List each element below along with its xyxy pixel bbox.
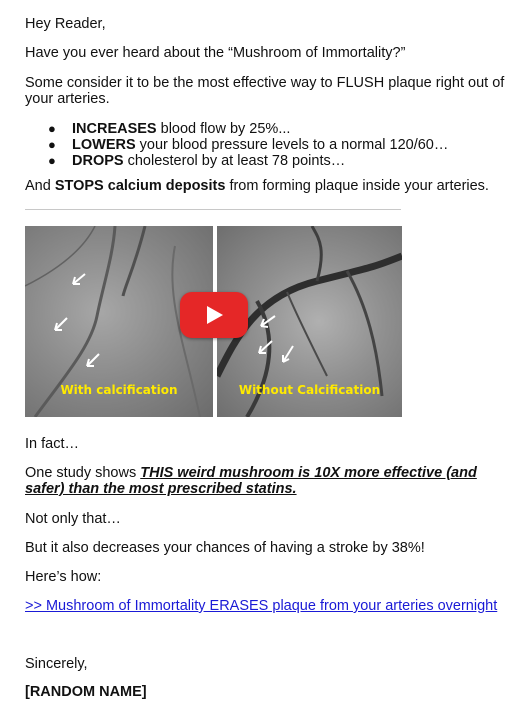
signature: [RANDOM NAME] <box>25 684 147 700</box>
caption-with-calcification: With calcification <box>60 383 178 397</box>
study-emphasis: THIS weird mushroom is 10X more effective (and safer) than the most prescribed statins. <box>25 465 477 497</box>
play-triangle-icon <box>207 306 223 324</box>
bullet-icon: ● <box>48 121 56 136</box>
in-fact: In fact… <box>25 436 79 452</box>
not-only: Not only that… <box>25 511 121 527</box>
bullet-icon: ● <box>48 153 56 168</box>
stroke-line: But it also decreases your chances of having a stroke by 38%! <box>25 540 425 556</box>
bullet-icon: ● <box>48 137 56 152</box>
greeting: Hey Reader, <box>25 16 106 32</box>
study-line: One study shows THIS weird mushroom is 10X more effective (and safer) than the most prescribed statins. <box>25 465 477 497</box>
heres-how: Here’s how: <box>25 569 102 585</box>
list-item: ● INCREASES blood flow by 25%... <box>48 121 291 137</box>
benefit-list <box>48 121 448 169</box>
list-item: ● LOWERS your blood pressure levels to a normal 120/60… <box>48 137 449 153</box>
cta-line <box>25 598 515 615</box>
divider <box>25 209 401 210</box>
cta-link[interactable]: >> Mushroom of Immortality ERASES plaque from your arteries overnight <box>25 598 498 614</box>
list-item: ● DROPS cholesterol by at least 78 points… <box>48 153 346 169</box>
caption-without-calcification: Without Calcification <box>238 383 381 397</box>
stops-line: And STOPS calcium deposits from forming plaque inside your arteries. <box>25 178 489 194</box>
signoff: Sincerely, <box>25 656 88 672</box>
youtube-play-icon[interactable] <box>180 292 248 338</box>
intro-claim: Some consider it to be the most effective way to FLUSH plaque right out of your arteries. <box>25 75 505 107</box>
intro-question: Have you ever heard about the “Mushroom of Immortality?” <box>25 45 406 61</box>
